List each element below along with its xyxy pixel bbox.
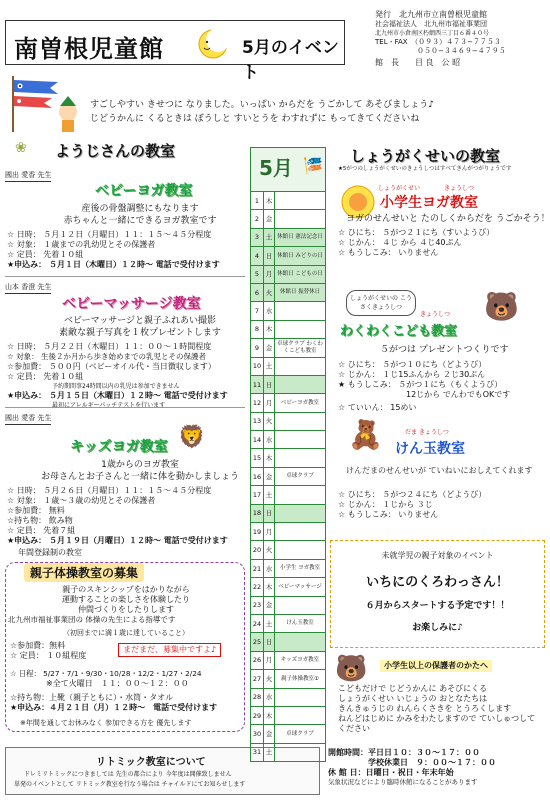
detail-row: ☆ ひにち： ５がつ２４にち（どようび） [338, 490, 487, 499]
koinobori-icon: 🎏 [303, 156, 323, 175]
ichini-line: お楽しみに♪ [412, 623, 463, 633]
gym-desc: 北九州市福祉事業団の 体操の先生による指導です [8, 615, 176, 624]
divider [5, 276, 245, 277]
detail-row: ☆ 定員： 先着１０組 [7, 250, 84, 259]
calendar-weekday: 土 [264, 744, 275, 761]
calendar-day: 27 [251, 670, 264, 687]
calendar-event [275, 707, 325, 724]
baby-massage-title: ベビーマッサージ教室 [62, 296, 201, 312]
calendar-row [250, 578, 326, 596]
parents-text [338, 684, 548, 734]
hours-line: 気象状況などにより臨時休館になることがあります [328, 778, 478, 786]
calendar-day: 7 [251, 302, 264, 319]
hours-line: 休 館 日：日曜日・祝日・年末年始 [328, 768, 454, 777]
kendama-title: けん玉教室 [395, 441, 465, 457]
calendar-day: 1 [251, 192, 264, 209]
calendar-month: 5月 [259, 156, 293, 180]
calendar-rows [250, 192, 326, 762]
address-line: 北九州市小倉南区朽網西三丁目６番４０号 [375, 30, 490, 37]
calendar-event: ベビーヨガ教室 [280, 399, 320, 406]
detail-row: ☆ 対象： 生後２か月から歩き始めまでの乳児とその保護者 [7, 352, 206, 361]
calendar-event [275, 541, 325, 558]
calendar-row [250, 652, 326, 670]
calendar-event [275, 321, 325, 338]
detail-row: ☆ 対象： １歳までの乳幼児とその保護者 [7, 240, 156, 249]
class-desc: 赤ちゃんと一緒にできるヨガ教室です [63, 216, 217, 226]
gym-note: （初回までに満１歳に達していること） [63, 629, 189, 637]
class-desc: ベビーマッサージと親子ふれあい撮影 [63, 316, 217, 326]
calendar-row [250, 505, 326, 523]
detail-row: ☆ もうしこみ： いりません [338, 510, 439, 519]
class-desc: 産後の骨盤調整にもなります [81, 204, 199, 214]
calendar-row [250, 449, 326, 467]
calendar-weekday: 木 [264, 449, 275, 466]
calendar-row [250, 523, 326, 541]
lion-icon: 🦁 [178, 425, 206, 450]
calendar-weekday: 月 [264, 394, 275, 411]
calendar-event [275, 376, 325, 393]
parents-line: きんきゅうじの れんらくさきを とうろくします [338, 704, 512, 713]
ruby-text: しょうがくせい きょうしつ [378, 185, 475, 192]
kendama-details [338, 490, 486, 520]
toddler-class-heading: ようじさんの教室 [55, 142, 176, 160]
gym-dates: ☆ 日程： 5/27・7/1・9/30・10/28・12/2・1/27・2/24 [10, 669, 202, 678]
calendar-event: 卓球クラブ わくわくこども教室 [277, 341, 323, 354]
calendar-weekday: 月 [264, 266, 275, 283]
calendar-row [250, 541, 326, 559]
calendar-day: 21 [251, 560, 264, 577]
calendar-event [275, 744, 325, 761]
bear-icon: 🐻 [484, 290, 519, 323]
calendar-day: 26 [251, 652, 264, 669]
detail-row: ★申込み： ５月１日（木曜日）１２時〜 電話で受付けます [7, 260, 220, 269]
detail-row: ☆ ひにち： ５がつ２１にち（すいようび） [338, 228, 495, 237]
detail-note: 最初にアレルギーパッチテストを行います [52, 402, 166, 409]
calendar-row [250, 560, 326, 578]
gym-desc: 仲間づくりをしたりします [78, 605, 174, 614]
calendar-weekday: 火 [264, 670, 275, 687]
parents-line: ください [338, 724, 370, 733]
bear-icon: 🧸 [348, 418, 383, 451]
hours-line: 開館時間：平日日１０：３０〜１７：００ [328, 748, 480, 757]
class-desc: 素敵な親子写真を１枚プレゼントします [59, 328, 221, 338]
teacher-name: 國出 愛香 先生 [5, 413, 51, 425]
calendar-row [250, 725, 326, 743]
parents-line: こどもだけで じどうかんに あそびにくる [338, 684, 488, 693]
detail-row: ☆ じかん： ４じ から ４じ40ぷん [338, 238, 462, 247]
hours-line: 学校休業日 ９：００〜１７：００ [328, 758, 496, 767]
calendar-event: 卓球クラブ [286, 473, 314, 480]
class-desc: ５がつは プレゼントつくりです [380, 345, 509, 355]
detail-row: ☆ じかん： １じ15ふんから ２じ30ぷん [338, 370, 486, 379]
ichini-title: いちにのくろわっさん！ [366, 575, 509, 590]
parents-line: しょうがくせい いじょうの おとなたちは [338, 694, 488, 703]
calendar-event [275, 413, 325, 430]
calendar-weekday: 木 [264, 707, 275, 724]
class-desc: お母さんとお子さんと一緒に体を動かしましょう [40, 472, 239, 482]
calendar-event: 休館日 憲法記念日 [277, 234, 323, 241]
calendar-event [275, 210, 325, 227]
detail-row: ☆ ていいん： 15めい [338, 403, 417, 412]
detail-row: ☆ もうしこみ： いりません [338, 248, 439, 257]
calendar-event [275, 486, 325, 503]
intro-line: すごしやすい きせつに なりました。いっぱい からだを うごかして あそびましょう♪ [90, 100, 435, 110]
calendar-event [275, 633, 325, 650]
calendar-event: 休館日 こどもの日 [277, 271, 323, 277]
school-class-heading: しょうがくせいの教室 [350, 147, 501, 165]
school-yoga-title: 小学生ヨガ教室 [380, 195, 478, 211]
flower-icon: ❀ [15, 140, 27, 156]
calendar-event [275, 302, 325, 319]
calendar-weekday: 水 [264, 560, 275, 577]
publisher-info [375, 10, 545, 68]
calendar-weekday: 月 [264, 652, 275, 669]
calendar-event [275, 597, 325, 614]
gym-fee: ☆参加費：無料 [10, 641, 66, 650]
detail-row: ★ もうしこみ： ５がつ１にち（もくようび） [338, 380, 503, 389]
calendar-day: 22 [251, 578, 264, 595]
annual-label: 年間登録制の教室 [18, 548, 82, 557]
calendar-event: ベビーマッサージ [278, 583, 322, 590]
waku-details [338, 360, 510, 413]
calendar-row [250, 210, 326, 228]
calendar-day: 24 [251, 615, 264, 632]
calendar-weekday: 金 [264, 597, 275, 614]
phone-line: ０５０−３４６９−４７９５ [417, 47, 506, 55]
calendar-row [250, 358, 326, 376]
kids-yoga-details [7, 486, 247, 546]
calendar-event [275, 689, 325, 706]
calendar-header [250, 147, 326, 192]
detail-note: 予約期間事24時間以内の乳児は参加できません [52, 383, 180, 390]
calendar-event: 親子体操教室① [281, 675, 319, 682]
calendar-row [250, 413, 326, 431]
calendar-day: 11 [251, 376, 264, 393]
parents-title: 小学生以上の保護者のかたへ [380, 660, 492, 672]
rhythmic-text: ドレミリトミックにつきましては 先生の都合により 今年度は開催致しません [24, 771, 232, 778]
detail-row: ☆ じかん： １じから ３じ [338, 500, 433, 509]
calendar-day: 6 [251, 284, 264, 301]
calendar-event: 卓球クラブ [286, 730, 314, 737]
calendar-day: 5 [251, 266, 264, 283]
calendar-row [250, 284, 326, 302]
baby-yoga-title: ベビーヨガ教室 [95, 183, 193, 199]
gym-title: 親子体操教室の募集 [24, 563, 144, 582]
calendar-weekday: 水 [264, 302, 275, 319]
calendar-event [275, 505, 325, 522]
calendar-weekday: 土 [264, 358, 275, 375]
calendar-day: 18 [251, 505, 264, 522]
calendar-weekday: 金 [264, 725, 275, 742]
class-desc: けんだまのせんせいが ていねいにおしえてくれます [346, 466, 533, 475]
rhythmic-title: リトミック教室について [96, 757, 206, 768]
calendar-day: 17 [251, 486, 264, 503]
calendar-weekday: 木 [264, 578, 275, 595]
detail-row: ☆持ち物： 飲み物 [7, 516, 73, 525]
calendar-weekday: 土 [264, 229, 275, 246]
calendar-weekday: 月 [264, 523, 275, 540]
calendar-row [250, 744, 326, 762]
calendar-weekday: 水 [264, 431, 275, 448]
calendar-weekday: 土 [264, 615, 275, 632]
publisher-line: 社会福祉法人 北九州市福祉事業団 [375, 20, 487, 28]
calendar-weekday: 金 [264, 339, 275, 356]
baby-massage-details [7, 342, 249, 410]
publisher-line: 発行 北九州市立南曽根児童館 [375, 10, 487, 19]
calendar-row [250, 339, 326, 357]
gym-items: ☆持ち物：上靴（親子ともに）・水筒・タオル [10, 693, 174, 702]
baby-yoga-details [7, 230, 247, 270]
detail-row: ☆ 対象： １歳〜３歳の幼児とその保護者 [7, 496, 156, 505]
detail-row: ☆ 日時： ５月２６日（月曜日）１１：１５〜４５分程度 [7, 486, 212, 495]
calendar-row [250, 229, 326, 247]
calendar-row [250, 321, 326, 339]
calendar-weekday: 火 [264, 284, 275, 301]
calendar-row [250, 431, 326, 449]
title-box [5, 20, 345, 83]
calendar-event: けん玉教室 [286, 620, 314, 627]
calendar-event: 休館日 振替休日 [279, 289, 321, 296]
school-class-note: ★5がつのしょうがくせいのきょうしつはすべてきんがつがりょうです [338, 166, 512, 172]
calendar-weekday: 木 [264, 321, 275, 338]
parent-child-gym-box [5, 562, 245, 732]
calendar-weekday: 火 [264, 413, 275, 430]
school-yoga-details [338, 228, 494, 258]
calendar-day: 9 [251, 339, 264, 356]
calendar-row [250, 247, 326, 265]
calendar-event [275, 449, 325, 466]
calendar-day: 8 [251, 321, 264, 338]
bear-icon: 🐻 [335, 654, 368, 684]
calendar-row [250, 486, 326, 504]
koinobori-boy-icon [8, 72, 86, 134]
calendar-row [250, 302, 326, 320]
calendar-day: 31 [251, 744, 264, 761]
calendar-weekday: 金 [264, 468, 275, 485]
calendar-day: 23 [251, 597, 264, 614]
page-title: 南曽根児童館 [14, 35, 164, 63]
gym-apply: ★申込み：４月２１日（月）１２時〜 電話で受付けます [10, 703, 218, 712]
calendar-day: 2 [251, 210, 264, 227]
calendar-day: 25 [251, 633, 264, 650]
detail-row: ★申込み： ５月１５日（木曜日）１２時〜 電話で受付けます [7, 391, 228, 400]
calendar-event: 休館日 みどりの日 [277, 252, 323, 259]
calendar-row [250, 376, 326, 394]
calendar-event [275, 192, 325, 209]
calendar-event [275, 431, 325, 448]
calendar-row [250, 689, 326, 707]
calendar-weekday: 日 [264, 247, 275, 264]
detail-row: ☆ 日時： ５月２２日（木曜日）１１：００〜１時間程度 [7, 342, 212, 351]
calendar-row [250, 468, 326, 486]
calendar-day: 19 [251, 523, 264, 540]
director-line: 館 長 目 良 公 昭 [375, 58, 461, 67]
ruby-text: だま きょうしつ [405, 429, 449, 436]
still-recruiting-badge: まだまだ、募集中ですよ♪ [118, 643, 221, 657]
gym-desc: 親子のスキンシップをはかりながら [62, 585, 190, 594]
calendar-day: 29 [251, 707, 264, 724]
calendar-row [250, 394, 326, 412]
calendar-day: 28 [251, 689, 264, 706]
class-desc: 1歳からのヨガ教室 [101, 460, 179, 470]
calendar-row [250, 670, 326, 688]
detail-row: ☆ 日時： ５月１２日（月曜日）１１：１５〜４５分程度 [7, 230, 212, 239]
calendar-weekday: 日 [264, 505, 275, 522]
calendar-row [250, 597, 326, 615]
calendar-row [250, 633, 326, 651]
gym-desc: 運動することの楽しさを体験したり [62, 595, 190, 604]
teacher-name: 國出 愛香 先生 [5, 170, 51, 182]
calendar-day: 30 [251, 725, 264, 742]
calendar-day: 12 [251, 394, 264, 411]
gym-footnote: ※年間を通してお休みなく 参加できる方を 優先します [20, 719, 192, 727]
gym-capacity: ☆ 定員： １０組程度 [10, 651, 87, 660]
teacher-name: 山本 香澄 先生 [5, 282, 51, 294]
detail-row: ☆参加費： ５００円（ベビーオイル代・当日徴収します） [7, 362, 216, 371]
calendar-day: 16 [251, 468, 264, 485]
opening-hours [328, 748, 546, 787]
ruby-text: きょうしつ [420, 311, 451, 318]
detail-row: 12じから でんわでもOKです [406, 390, 511, 399]
calendar-weekday: 木 [264, 192, 275, 209]
parents-line: ねんどはじめに かみをわたしますので ていしゅつして [338, 714, 536, 723]
speech-bubble: しょうがくせいの こうさくきょうしつ [346, 290, 416, 316]
calendar-weekday: 日 [264, 376, 275, 393]
calendar-event [275, 358, 325, 375]
ichini-box [330, 540, 545, 648]
detail-row: ★申込み： ５月１９日（月曜日）１２時〜 電話で受付けます [7, 536, 228, 545]
divider [5, 407, 245, 408]
calendar-weekday: 日 [264, 633, 275, 650]
calendar-event [275, 523, 325, 540]
calendar-day: 3 [251, 229, 264, 246]
class-desc: ヨガのせんせいと たのしくからだを うごかそう！ [346, 214, 550, 224]
calendar-weekday: 土 [264, 486, 275, 503]
calendar-day: 10 [251, 358, 264, 375]
detail-row: ☆ 定員： 先着１０組 [7, 372, 84, 381]
calendar-row [250, 707, 326, 725]
calendar-weekday: 水 [264, 689, 275, 706]
calendar-day: 20 [251, 541, 264, 558]
calendar-event: 小学生 ヨガ教室 [279, 565, 321, 572]
moon-face-icon [196, 27, 230, 61]
calendar-weekday: 火 [264, 541, 275, 558]
rhythmic-text: 単発のイベントとして リトミック教室を行なう場合は チャイルドにてお知らせします [14, 781, 246, 788]
detail-row: ☆ ひにち： ５がつ１０にち（どようび） [338, 360, 487, 369]
calendar-day: 15 [251, 449, 264, 466]
ichini-label: 未就学児の親子対象のイベント [381, 551, 494, 560]
calendar-day: 14 [251, 431, 264, 448]
may-calendar [250, 147, 326, 762]
calendar-event: キッズヨガ教室 [280, 657, 320, 664]
calendar-weekday: 金 [264, 210, 275, 227]
calendar-row [250, 192, 326, 210]
detail-row: ☆ 定員： 先着７組 [7, 526, 76, 535]
phone-line: TEL・FAX （０９３）４７３−７７５３ [375, 38, 501, 46]
calendar-day: 13 [251, 413, 264, 430]
calendar-day: 4 [251, 247, 264, 264]
intro-line: じどうかんに くるときは ぼうしと すいとうを わすれずに もってきてくださいね [90, 114, 420, 124]
calendar-row [250, 266, 326, 284]
ichini-line: ６月からスタートする予定です！！ [365, 601, 510, 611]
month-title: 5月のイベント [242, 38, 339, 83]
gym-time: ※全て火曜日 １１：００〜１２：００ [46, 679, 189, 688]
calendar-row [250, 615, 326, 633]
kids-yoga-title: キッズヨガ教室 [70, 439, 168, 455]
waku-title: わくわくこども教室 [340, 324, 458, 339]
detail-row: ☆参加費： 無料 [7, 506, 65, 515]
